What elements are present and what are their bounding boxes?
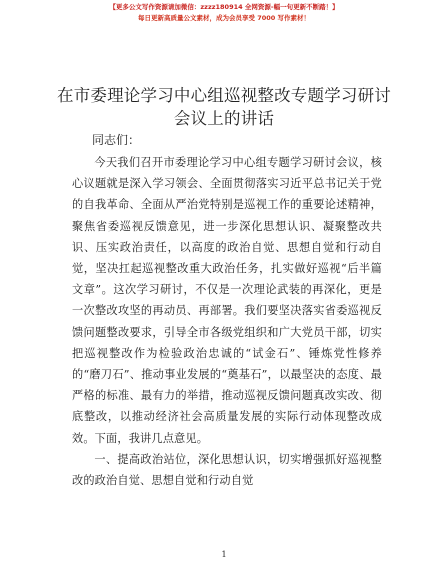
banner-line-1: 【更多公文写作资源请加微信：zzzz180914 全网资源-幅一句更新不断踏！】 [109, 3, 339, 11]
body-paragraph-2: 一、提高政治站位，深化思想认识，切实增强抓好巡视整改的政治自觉、思想自觉和行动自觉 [72, 453, 382, 488]
header-banner [0, 2, 448, 24]
title-line-2: 会议上的讲话 [173, 109, 275, 128]
page-number: 1 [221, 550, 227, 559]
banner-line-2: 每日更新高质量公文素材，成为会员享受 7000 写作素材！ [137, 14, 311, 22]
salutation: 同志们： [92, 133, 141, 147]
title-line-1: 在市委理论学习中心组巡视整改专题学习研讨 [57, 86, 391, 105]
body-paragraph-1: 今天我们召开市委理论学习中心组专题学习研讨会议，核心议题就是深入学习领会、全面贯彻落实习近平总书记关于党的自我革命、全面从严治党特别是巡视工作的重要论述精神，聚焦省委巡视反馈意见，进一步深化思想认识、凝聚整改共识、压实政治责任，以高度的政治自觉、思想自觉和行动自觉，坚决扛起巡视整改重大政治任务，扎实做好巡视“后半篇文章”。这次学习研讨，不仅是一次理论武装的再深化，更是一次整改攻坚的再动员、再部署。我们要坚决落实省委巡视反馈问题整改要求，引导全市各级党组织和广大党员干部，切实把巡视整改作为检验政治忠诚的“试金石”、锤炼党性修养的“磨刀石”、推动事业发展的“奠基石”，以最坚决的态度、最严格的标准、最有力的举措，推动巡视反馈问题真改实改、彻底整改，以推动经济社会高质量发展的实际行动体现整改成效。下面，我讲几点意见。 [72, 156, 382, 445]
document-title [0, 84, 448, 130]
